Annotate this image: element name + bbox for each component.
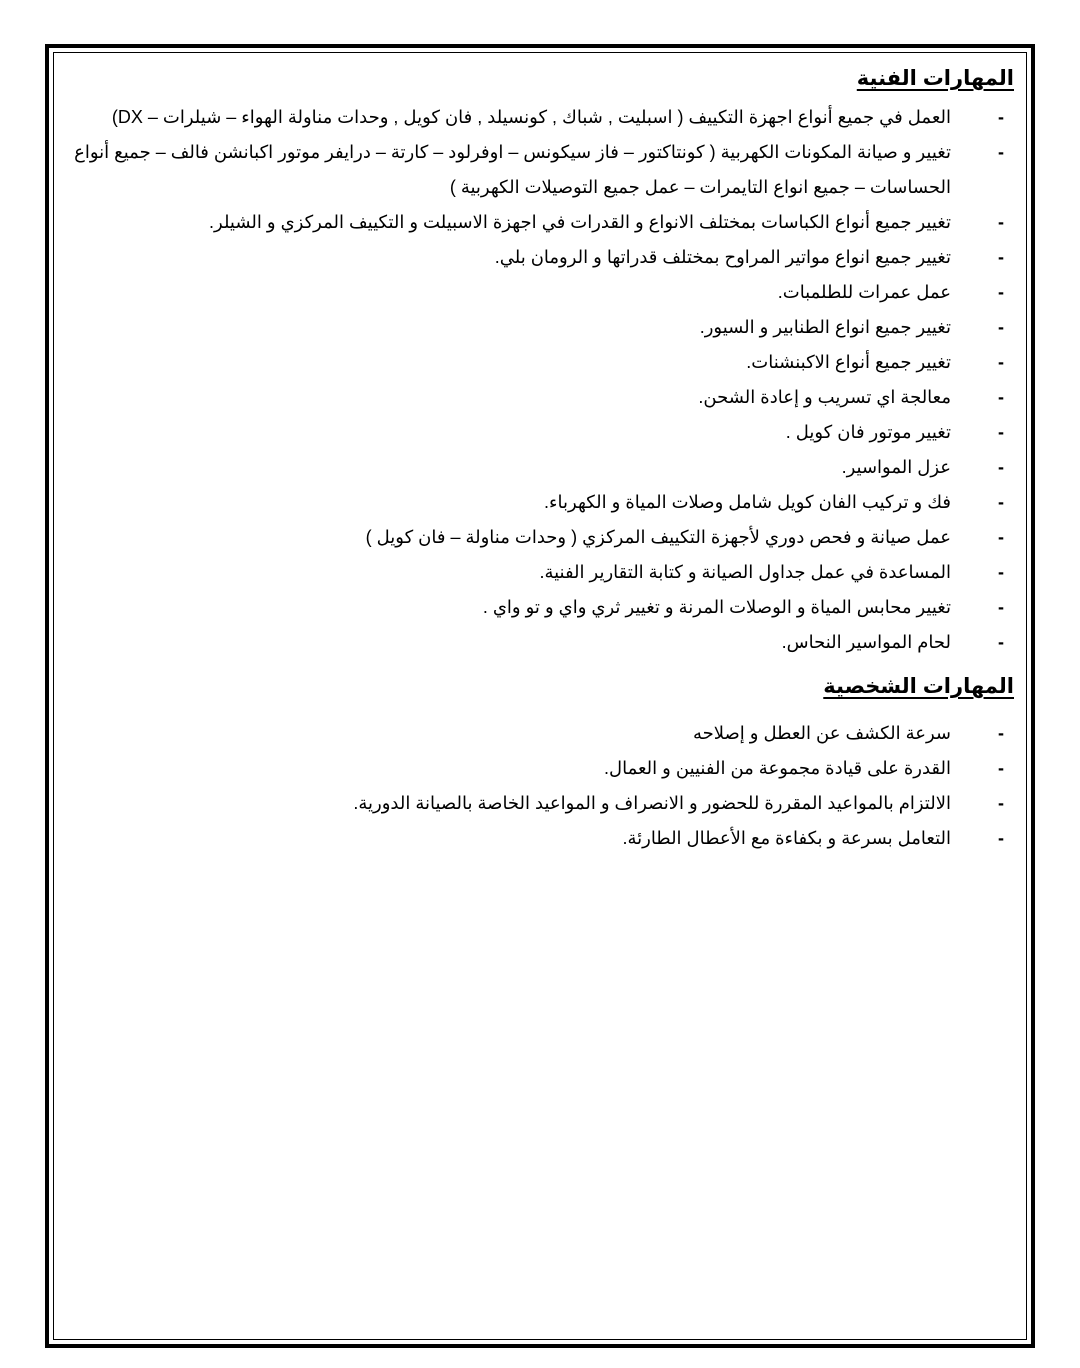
bullet-icon: -	[998, 793, 1004, 813]
list-item	[70, 821, 1014, 856]
list-item-text: عمل عمرات للطلمبات.	[777, 282, 951, 302]
technical-skills-list	[70, 100, 1014, 660]
list-item	[70, 135, 1014, 205]
list-item-text: المساعدة في عمل جداول الصيانة و كتابة التقارير الفنية.	[539, 562, 951, 582]
list-item-text: الالتزام بالمواعيد المقررة للحضور و الانصراف و المواعيد الخاصة بالصيانة الدورية.	[353, 793, 951, 813]
list-item-text: التعامل بسرعة و بكفاءة مع الأعطال الطارئة.	[622, 828, 951, 848]
bullet-icon: -	[998, 247, 1004, 267]
list-item	[70, 786, 1014, 821]
bullet-icon: -	[998, 492, 1004, 512]
bullet-icon: -	[998, 282, 1004, 302]
bullet-icon: -	[998, 352, 1004, 372]
list-item	[70, 450, 1014, 485]
bullet-icon: -	[998, 212, 1004, 232]
personal-skills-heading: المهارات الشخصية	[823, 675, 1014, 698]
list-item-text: معالجة اي تسريب و إعادة الشحن.	[698, 387, 951, 407]
list-item	[70, 520, 1014, 555]
bullet-icon: -	[998, 422, 1004, 442]
document-content	[70, 62, 1014, 856]
list-item-text: تغيير و صيانة المكونات الكهربية ( كونتاكتور – فاز سيكونس – اوفرلود – كارتة – درايفر موتور اكبانشن فالف – جميع أنواع الحساسات – جميع انواع التايمرات – عمل جميع التوصيلات الكهربية )	[74, 142, 951, 197]
list-item-text: سرعة الكشف عن العطل و إصلاحه	[692, 723, 951, 743]
list-item	[70, 751, 1014, 786]
bullet-icon: -	[998, 317, 1004, 337]
list-item-text: تغيير موتور فان كويل .	[785, 422, 951, 442]
bullet-icon: -	[998, 828, 1004, 848]
personal-skills-list	[70, 716, 1014, 856]
list-item-text: فك و تركيب الفان كويل شامل وصلات المياة و الكهرباء.	[544, 492, 951, 512]
list-item	[70, 205, 1014, 240]
list-item	[70, 380, 1014, 415]
list-item	[70, 555, 1014, 590]
bullet-icon: -	[998, 387, 1004, 407]
list-item	[70, 625, 1014, 660]
list-item	[70, 415, 1014, 450]
list-item-text: عمل صيانة و فحص دوري لأجهزة التكييف المركزي ( وحدات مناولة – فان كويل )	[365, 527, 951, 547]
list-item-text: القدرة على قيادة مجموعة من الفنيين و العمال.	[604, 758, 951, 778]
list-item-text: تغيير جميع انواع مواتير المراوح بمختلف قدراتها و الرومان بلي.	[494, 247, 951, 267]
list-item	[70, 310, 1014, 345]
bullet-icon: -	[998, 758, 1004, 778]
list-item-text: تغيير جميع أنواع الاكبنشنات.	[746, 352, 951, 372]
list-item	[70, 485, 1014, 520]
bullet-icon: -	[998, 527, 1004, 547]
technical-skills-heading: المهارات الفنية	[856, 67, 1014, 90]
list-item-text: تغيير جميع أنواع الكباسات بمختلف الانواع و القدرات في اجهزة الاسبيلت و التكييف المركزي و الشيلر.	[209, 212, 951, 232]
list-item	[70, 590, 1014, 625]
bullet-icon: -	[998, 723, 1004, 743]
list-item	[70, 345, 1014, 380]
list-item-text: عزل المواسير.	[841, 457, 951, 477]
bullet-icon: -	[998, 597, 1004, 617]
list-item-text: العمل في جميع أنواع اجهزة التكييف ( اسبليت , شباك , كونسيلد , فان كويل , وحدات مناولة الهواء – شيلرات – DX)	[111, 107, 951, 127]
bullet-icon: -	[998, 142, 1004, 162]
bullet-icon: -	[998, 562, 1004, 582]
list-item-text: تغيير جميع انواع الطنابير و السيور.	[699, 317, 951, 337]
bullet-icon: -	[998, 457, 1004, 477]
list-item	[70, 240, 1014, 275]
list-item-text: لحام المواسير النحاس.	[781, 632, 951, 652]
list-item-text: تغيير محابس المياة و الوصلات المرنة و تغيير ثري واي و تو واي .	[482, 597, 951, 617]
list-item	[70, 100, 1014, 135]
bullet-icon: -	[998, 632, 1004, 652]
bullet-icon: -	[998, 107, 1004, 127]
list-item	[70, 275, 1014, 310]
list-item	[70, 716, 1014, 751]
